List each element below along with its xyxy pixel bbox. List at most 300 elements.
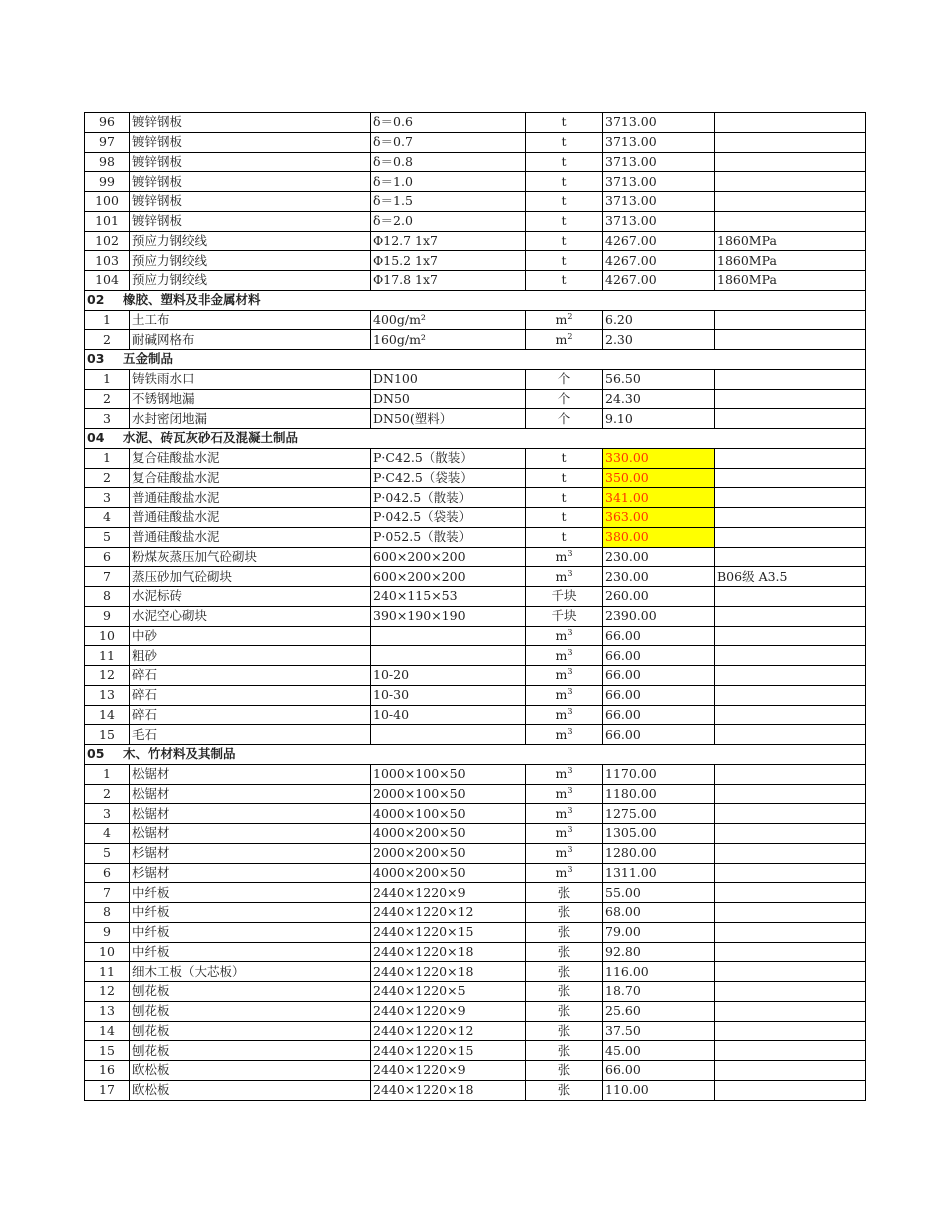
cell-remark[interactable] <box>715 1001 866 1021</box>
cell-remark[interactable]: 1860MPa <box>715 231 866 251</box>
cell-price[interactable]: 116.00 <box>603 962 715 982</box>
cell-material-name[interactable]: 镀锌钢板 <box>130 172 371 192</box>
cell-material-name[interactable]: 刨花板 <box>130 1041 371 1061</box>
cell-material-name[interactable]: 杉锯材 <box>130 863 371 883</box>
cell-item-number[interactable]: 6 <box>85 547 130 567</box>
cell-price[interactable]: 6.20 <box>603 310 715 330</box>
cell-material-name[interactable]: 土工布 <box>130 310 371 330</box>
cell-specification[interactable]: Φ12.7 1x7 <box>371 231 526 251</box>
cell-remark[interactable] <box>715 409 866 429</box>
cell-item-number[interactable]: 5 <box>85 527 130 547</box>
cell-specification[interactable]: 10-40 <box>371 705 526 725</box>
cell-unit[interactable]: 张 <box>526 962 603 982</box>
cell-material-name[interactable]: 耐碱网格布 <box>130 330 371 350</box>
cell-price[interactable]: 3713.00 <box>603 113 715 133</box>
table-row <box>85 172 866 192</box>
cell-price[interactable]: 4267.00 <box>603 271 715 291</box>
cell-specification[interactable]: δ＝2.0 <box>371 211 526 231</box>
cell-material-name[interactable]: 预应力钢绞线 <box>130 251 371 271</box>
cell-specification[interactable]: 2440×1220×5 <box>371 982 526 1002</box>
cell-specification[interactable]: Φ17.8 1x7 <box>371 271 526 291</box>
cell-unit[interactable]: t <box>526 152 603 172</box>
cell-unit[interactable]: $m^3$ <box>526 824 603 844</box>
cell-remark[interactable] <box>715 903 866 923</box>
cell-material-name[interactable]: 铸铁雨水口 <box>130 369 371 389</box>
cell-item-number[interactable]: 2 <box>85 468 130 488</box>
cell-unit[interactable]: 千块 <box>526 587 603 607</box>
cell-unit[interactable]: t <box>526 172 603 192</box>
table-row <box>85 922 866 942</box>
cell-specification[interactable]: 10-20 <box>371 666 526 686</box>
cell-unit[interactable]: t <box>526 192 603 212</box>
cell-item-number[interactable]: 6 <box>85 863 130 883</box>
cell-unit[interactable]: $m^3$ <box>526 666 603 686</box>
cell-unit[interactable]: t <box>526 251 603 271</box>
cell-specification[interactable] <box>371 725 526 745</box>
cell-specification[interactable]: DN50(塑料） <box>371 409 526 429</box>
cell-remark[interactable] <box>715 804 866 824</box>
section-header-cell[interactable] <box>85 290 866 310</box>
cell-unit[interactable]: $m^2$ <box>526 310 603 330</box>
cell-unit[interactable]: t <box>526 132 603 152</box>
section-header-row <box>85 350 866 370</box>
cell-remark[interactable] <box>715 508 866 528</box>
cell-material-name[interactable]: 欧松板 <box>130 1061 371 1081</box>
cell-item-number[interactable]: 98 <box>85 152 130 172</box>
section-header-cell[interactable] <box>85 429 866 449</box>
cell-material-name[interactable]: 复合硅酸盐水泥 <box>130 468 371 488</box>
cell-remark[interactable] <box>715 113 866 133</box>
cell-material-name[interactable]: 复合硅酸盐水泥 <box>130 448 371 468</box>
cell-price[interactable]: 3713.00 <box>603 192 715 212</box>
cell-unit[interactable]: 张 <box>526 922 603 942</box>
section-header-cell[interactable] <box>85 745 866 765</box>
cell-price[interactable]: 2390.00 <box>603 606 715 626</box>
cell-item-number[interactable]: 7 <box>85 567 130 587</box>
table-row <box>85 606 866 626</box>
cell-item-number[interactable]: 1 <box>85 369 130 389</box>
cell-item-number[interactable]: 102 <box>85 231 130 251</box>
cell-specification[interactable]: 2440×1220×9 <box>371 883 526 903</box>
cell-item-number[interactable]: 14 <box>85 1021 130 1041</box>
cell-material-name[interactable]: 蒸压砂加气砼砌块 <box>130 567 371 587</box>
cell-item-number[interactable]: 3 <box>85 409 130 429</box>
cell-item-number[interactable]: 13 <box>85 685 130 705</box>
cell-price[interactable]: 66.00 <box>603 705 715 725</box>
cell-remark[interactable] <box>715 725 866 745</box>
cell-material-name[interactable]: 水泥标砖 <box>130 587 371 607</box>
cell-specification[interactable]: 2440×1220×18 <box>371 962 526 982</box>
table-row <box>85 251 866 271</box>
cell-item-number[interactable]: 3 <box>85 804 130 824</box>
cell-specification[interactable]: δ＝0.6 <box>371 113 526 133</box>
cell-specification[interactable]: Φ15.2 1x7 <box>371 251 526 271</box>
cell-material-name[interactable]: 刨花板 <box>130 1001 371 1021</box>
cell-item-number[interactable]: 8 <box>85 903 130 923</box>
cell-price[interactable]: 380.00 <box>603 527 715 547</box>
cell-item-number[interactable]: 9 <box>85 606 130 626</box>
cell-price[interactable]: 1170.00 <box>603 764 715 784</box>
cell-specification[interactable]: 240×115×53 <box>371 587 526 607</box>
cell-remark[interactable] <box>715 132 866 152</box>
cell-material-name[interactable]: 碎石 <box>130 666 371 686</box>
cell-item-number[interactable]: 96 <box>85 113 130 133</box>
cell-remark[interactable] <box>715 784 866 804</box>
cell-unit[interactable]: $m^3$ <box>526 764 603 784</box>
material-price-table <box>84 112 866 1101</box>
cell-remark[interactable] <box>715 369 866 389</box>
cell-specification[interactable] <box>371 646 526 666</box>
cell-item-number[interactable]: 104 <box>85 271 130 291</box>
table-body <box>85 113 866 1101</box>
cell-price[interactable]: 363.00 <box>603 508 715 528</box>
cell-remark[interactable] <box>715 705 866 725</box>
cell-specification[interactable]: 2440×1220×12 <box>371 903 526 923</box>
cell-item-number[interactable]: 1 <box>85 764 130 784</box>
section-code: 04 <box>87 430 105 446</box>
cell-specification[interactable]: 10-30 <box>371 685 526 705</box>
cell-remark[interactable] <box>715 922 866 942</box>
cell-price[interactable]: 56.50 <box>603 369 715 389</box>
cell-material-name[interactable]: 碎石 <box>130 705 371 725</box>
cell-price[interactable]: 79.00 <box>603 922 715 942</box>
cell-item-number[interactable]: 2 <box>85 389 130 409</box>
cell-item-number[interactable]: 9 <box>85 922 130 942</box>
cell-item-number[interactable]: 1 <box>85 448 130 468</box>
cell-material-name[interactable]: 预应力钢绞线 <box>130 231 371 251</box>
cell-remark[interactable] <box>715 1021 866 1041</box>
cell-material-name[interactable]: 粉煤灰蒸压加气砼砌块 <box>130 547 371 567</box>
cell-remark[interactable] <box>715 1080 866 1100</box>
cell-material-name[interactable]: 中纤板 <box>130 883 371 903</box>
cell-price[interactable]: 341.00 <box>603 488 715 508</box>
cell-specification[interactable]: P·042.5（袋装） <box>371 508 526 528</box>
cell-price[interactable]: 37.50 <box>603 1021 715 1041</box>
cell-specification[interactable]: δ＝0.8 <box>371 152 526 172</box>
cell-unit[interactable]: $m^3$ <box>526 804 603 824</box>
cell-price[interactable]: 66.00 <box>603 1061 715 1081</box>
cell-item-number[interactable]: 2 <box>85 330 130 350</box>
cell-material-name[interactable]: 普通硅酸盐水泥 <box>130 508 371 528</box>
cell-remark[interactable] <box>715 330 866 350</box>
cell-remark[interactable]: 1860MPa <box>715 251 866 271</box>
cell-material-name[interactable]: 刨花板 <box>130 982 371 1002</box>
cell-price[interactable]: 230.00 <box>603 567 715 587</box>
cell-material-name[interactable]: 镀锌钢板 <box>130 192 371 212</box>
cell-unit[interactable]: $m^2$ <box>526 330 603 350</box>
cell-unit[interactable]: 千块 <box>526 606 603 626</box>
cell-specification[interactable]: 2440×1220×15 <box>371 922 526 942</box>
cell-material-name[interactable]: 毛石 <box>130 725 371 745</box>
cell-specification[interactable]: 2000×100×50 <box>371 784 526 804</box>
cell-remark[interactable] <box>715 211 866 231</box>
cell-unit[interactable]: t <box>526 211 603 231</box>
cell-remark[interactable] <box>715 942 866 962</box>
cell-specification[interactable]: 4000×200×50 <box>371 824 526 844</box>
cell-material-name[interactable]: 中纤板 <box>130 903 371 923</box>
cell-specification[interactable]: DN50 <box>371 389 526 409</box>
cell-material-name[interactable]: 松锯材 <box>130 824 371 844</box>
cell-specification[interactable]: 2440×1220×9 <box>371 1061 526 1081</box>
cell-specification[interactable]: 2440×1220×9 <box>371 1001 526 1021</box>
cell-unit[interactable]: 张 <box>526 1001 603 1021</box>
cell-material-name[interactable]: 中砂 <box>130 626 371 646</box>
cell-remark[interactable] <box>715 626 866 646</box>
cell-material-name[interactable]: 水封密闭地漏 <box>130 409 371 429</box>
cell-remark[interactable] <box>715 1061 866 1081</box>
cell-unit[interactable]: $m^3$ <box>526 784 603 804</box>
cell-material-name[interactable]: 刨花板 <box>130 1021 371 1041</box>
cell-specification[interactable]: 2440×1220×18 <box>371 1080 526 1100</box>
cell-remark[interactable] <box>715 764 866 784</box>
table-row <box>85 646 866 666</box>
cell-unit[interactable]: t <box>526 113 603 133</box>
table-row <box>85 982 866 1002</box>
cell-price[interactable]: 330.00 <box>603 448 715 468</box>
section-title: 五金制品 <box>123 351 174 367</box>
table-row <box>85 330 866 350</box>
cell-price[interactable]: 4267.00 <box>603 231 715 251</box>
cell-specification[interactable] <box>371 626 526 646</box>
cell-remark[interactable] <box>715 606 866 626</box>
table-row <box>85 764 866 784</box>
cell-unit[interactable]: $m^3$ <box>526 567 603 587</box>
cell-price[interactable]: 4267.00 <box>603 251 715 271</box>
cell-remark[interactable] <box>715 863 866 883</box>
cell-specification[interactable]: 2440×1220×12 <box>371 1021 526 1041</box>
cell-specification[interactable]: P·042.5（散装） <box>371 488 526 508</box>
cell-remark[interactable] <box>715 488 866 508</box>
cell-item-number[interactable]: 1 <box>85 310 130 330</box>
cell-remark[interactable] <box>715 172 866 192</box>
cell-item-number[interactable]: 17 <box>85 1080 130 1100</box>
cell-price[interactable]: 66.00 <box>603 685 715 705</box>
cell-price[interactable]: 1275.00 <box>603 804 715 824</box>
cell-remark[interactable] <box>715 527 866 547</box>
cell-remark[interactable] <box>715 152 866 172</box>
cell-unit[interactable]: $m^3$ <box>526 843 603 863</box>
cell-unit[interactable]: 个 <box>526 409 603 429</box>
cell-price[interactable]: 230.00 <box>603 547 715 567</box>
cell-item-number[interactable]: 12 <box>85 982 130 1002</box>
cell-unit[interactable]: $m^3$ <box>526 626 603 646</box>
cell-unit[interactable]: t <box>526 488 603 508</box>
cell-unit[interactable]: 张 <box>526 982 603 1002</box>
cell-price[interactable]: 66.00 <box>603 646 715 666</box>
cell-item-number[interactable]: 97 <box>85 132 130 152</box>
cell-item-number[interactable]: 13 <box>85 1001 130 1021</box>
cell-price[interactable]: 9.10 <box>603 409 715 429</box>
cell-price[interactable]: 66.00 <box>603 725 715 745</box>
cell-specification[interactable]: 600×200×200 <box>371 567 526 587</box>
cell-specification[interactable]: 4000×100×50 <box>371 804 526 824</box>
cell-item-number[interactable]: 4 <box>85 824 130 844</box>
cell-material-name[interactable]: 不锈钢地漏 <box>130 389 371 409</box>
cell-item-number[interactable]: 15 <box>85 725 130 745</box>
cell-remark[interactable] <box>715 962 866 982</box>
section-header-cell[interactable] <box>85 350 866 370</box>
cell-item-number[interactable]: 103 <box>85 251 130 271</box>
cell-price[interactable]: 2.30 <box>603 330 715 350</box>
cell-remark[interactable] <box>715 448 866 468</box>
cell-item-number[interactable]: 10 <box>85 626 130 646</box>
cell-specification[interactable]: P·C42.5（袋装） <box>371 468 526 488</box>
cell-material-name[interactable]: 普通硅酸盐水泥 <box>130 527 371 547</box>
cell-item-number[interactable]: 15 <box>85 1041 130 1061</box>
cell-unit[interactable]: t <box>526 448 603 468</box>
cell-specification[interactable]: 160g/m² <box>371 330 526 350</box>
cell-remark[interactable] <box>715 685 866 705</box>
cell-unit[interactable]: 张 <box>526 1021 603 1041</box>
cell-specification[interactable]: 600×200×200 <box>371 547 526 567</box>
cell-specification[interactable]: 4000×200×50 <box>371 863 526 883</box>
table-row <box>85 962 866 982</box>
cell-unit[interactable]: 张 <box>526 942 603 962</box>
cell-item-number[interactable]: 101 <box>85 211 130 231</box>
cell-remark[interactable] <box>715 547 866 567</box>
cell-item-number[interactable]: 14 <box>85 705 130 725</box>
cell-remark[interactable] <box>715 310 866 330</box>
cell-material-name[interactable]: 镀锌钢板 <box>130 152 371 172</box>
cell-material-name[interactable]: 细木工板（大芯板） <box>130 962 371 982</box>
cell-unit[interactable]: 个 <box>526 369 603 389</box>
cell-price[interactable]: 68.00 <box>603 903 715 923</box>
cell-item-number[interactable]: 11 <box>85 646 130 666</box>
cell-price[interactable]: 1305.00 <box>603 824 715 844</box>
table-row <box>85 685 866 705</box>
cell-unit[interactable]: t <box>526 527 603 547</box>
cell-material-name[interactable]: 松锯材 <box>130 804 371 824</box>
cell-remark[interactable] <box>715 982 866 1002</box>
cell-unit[interactable]: $m^3$ <box>526 685 603 705</box>
table-row <box>85 389 866 409</box>
cell-item-number[interactable]: 3 <box>85 488 130 508</box>
cell-unit[interactable]: 个 <box>526 389 603 409</box>
cell-specification[interactable]: 2440×1220×15 <box>371 1041 526 1061</box>
cell-specification[interactable]: 390×190×190 <box>371 606 526 626</box>
cell-price[interactable]: 3713.00 <box>603 152 715 172</box>
cell-unit[interactable]: 张 <box>526 1041 603 1061</box>
cell-material-name[interactable]: 镀锌钢板 <box>130 211 371 231</box>
table-row <box>85 448 866 468</box>
cell-price[interactable]: 110.00 <box>603 1080 715 1100</box>
cell-price[interactable]: 1280.00 <box>603 843 715 863</box>
cell-remark[interactable] <box>715 824 866 844</box>
cell-remark[interactable] <box>715 646 866 666</box>
cell-specification[interactable]: δ＝0.7 <box>371 132 526 152</box>
cell-unit[interactable]: $m^3$ <box>526 725 603 745</box>
cell-unit[interactable]: t <box>526 271 603 291</box>
cell-remark[interactable]: B06级 A3.5 <box>715 567 866 587</box>
cell-price[interactable]: 3713.00 <box>603 211 715 231</box>
cell-unit[interactable]: t <box>526 508 603 528</box>
cell-material-name[interactable]: 欧松板 <box>130 1080 371 1100</box>
cell-price[interactable]: 3713.00 <box>603 172 715 192</box>
cell-item-number[interactable]: 8 <box>85 587 130 607</box>
cell-price[interactable]: 25.60 <box>603 1001 715 1021</box>
cell-specification[interactable]: δ＝1.0 <box>371 172 526 192</box>
cell-price[interactable]: 1180.00 <box>603 784 715 804</box>
cell-unit[interactable]: $m^3$ <box>526 547 603 567</box>
cell-item-number[interactable]: 11 <box>85 962 130 982</box>
cell-price[interactable]: 66.00 <box>603 666 715 686</box>
cell-unit[interactable]: 张 <box>526 1061 603 1081</box>
cell-unit[interactable]: 张 <box>526 903 603 923</box>
cell-specification[interactable]: δ＝1.5 <box>371 192 526 212</box>
cell-remark[interactable] <box>715 192 866 212</box>
cell-item-number[interactable]: 12 <box>85 666 130 686</box>
cell-specification[interactable]: 2000×200×50 <box>371 843 526 863</box>
cell-price[interactable]: 3713.00 <box>603 132 715 152</box>
cell-specification[interactable]: P·052.5（散装） <box>371 527 526 547</box>
cell-unit[interactable]: $m^3$ <box>526 863 603 883</box>
cell-material-name[interactable]: 预应力钢绞线 <box>130 271 371 291</box>
cell-unit[interactable]: 张 <box>526 883 603 903</box>
cell-material-name[interactable]: 镀锌钢板 <box>130 132 371 152</box>
cell-price[interactable]: 55.00 <box>603 883 715 903</box>
cell-remark[interactable] <box>715 587 866 607</box>
cell-specification[interactable]: P·C42.5（散装） <box>371 448 526 468</box>
cell-unit[interactable]: $m^3$ <box>526 646 603 666</box>
cell-item-number[interactable]: 100 <box>85 192 130 212</box>
cell-price[interactable]: 1311.00 <box>603 863 715 883</box>
cell-price[interactable]: 24.30 <box>603 389 715 409</box>
cell-remark[interactable]: 1860MPa <box>715 271 866 291</box>
cell-material-name[interactable]: 松锯材 <box>130 764 371 784</box>
cell-unit[interactable]: 张 <box>526 1080 603 1100</box>
cell-specification[interactable]: DN100 <box>371 369 526 389</box>
cell-item-number[interactable]: 5 <box>85 843 130 863</box>
cell-remark[interactable] <box>715 843 866 863</box>
cell-specification[interactable]: 2440×1220×18 <box>371 942 526 962</box>
cell-price[interactable]: 18.70 <box>603 982 715 1002</box>
cell-material-name[interactable]: 水泥空心砌块 <box>130 606 371 626</box>
cell-price[interactable]: 66.00 <box>603 626 715 646</box>
table-row <box>85 488 866 508</box>
cell-material-name[interactable]: 松锯材 <box>130 784 371 804</box>
cell-unit[interactable]: $m^3$ <box>526 705 603 725</box>
cell-remark[interactable] <box>715 666 866 686</box>
cell-specification[interactable]: 1000×100×50 <box>371 764 526 784</box>
cell-item-number[interactable]: 99 <box>85 172 130 192</box>
cell-remark[interactable] <box>715 389 866 409</box>
cell-material-name[interactable]: 镀锌钢板 <box>130 113 371 133</box>
cell-price[interactable]: 92.80 <box>603 942 715 962</box>
cell-item-number[interactable]: 2 <box>85 784 130 804</box>
cell-material-name[interactable]: 杉锯材 <box>130 843 371 863</box>
cell-remark[interactable] <box>715 468 866 488</box>
cell-item-number[interactable]: 16 <box>85 1061 130 1081</box>
cell-material-name[interactable]: 粗砂 <box>130 646 371 666</box>
cell-remark[interactable] <box>715 1041 866 1061</box>
cell-unit[interactable]: t <box>526 231 603 251</box>
cell-unit[interactable]: t <box>526 468 603 488</box>
cell-item-number[interactable]: 10 <box>85 942 130 962</box>
table-row <box>85 211 866 231</box>
cell-material-name[interactable]: 普通硅酸盐水泥 <box>130 488 371 508</box>
section-code: 02 <box>87 292 105 308</box>
cell-item-number[interactable]: 7 <box>85 883 130 903</box>
cell-material-name[interactable]: 碎石 <box>130 685 371 705</box>
cell-material-name[interactable]: 中纤板 <box>130 942 371 962</box>
cell-price[interactable]: 260.00 <box>603 587 715 607</box>
cell-price[interactable]: 45.00 <box>603 1041 715 1061</box>
cell-specification[interactable]: 400g/m² <box>371 310 526 330</box>
cell-remark[interactable] <box>715 883 866 903</box>
cell-material-name[interactable]: 中纤板 <box>130 922 371 942</box>
cell-price[interactable]: 350.00 <box>603 468 715 488</box>
cell-item-number[interactable]: 4 <box>85 508 130 528</box>
